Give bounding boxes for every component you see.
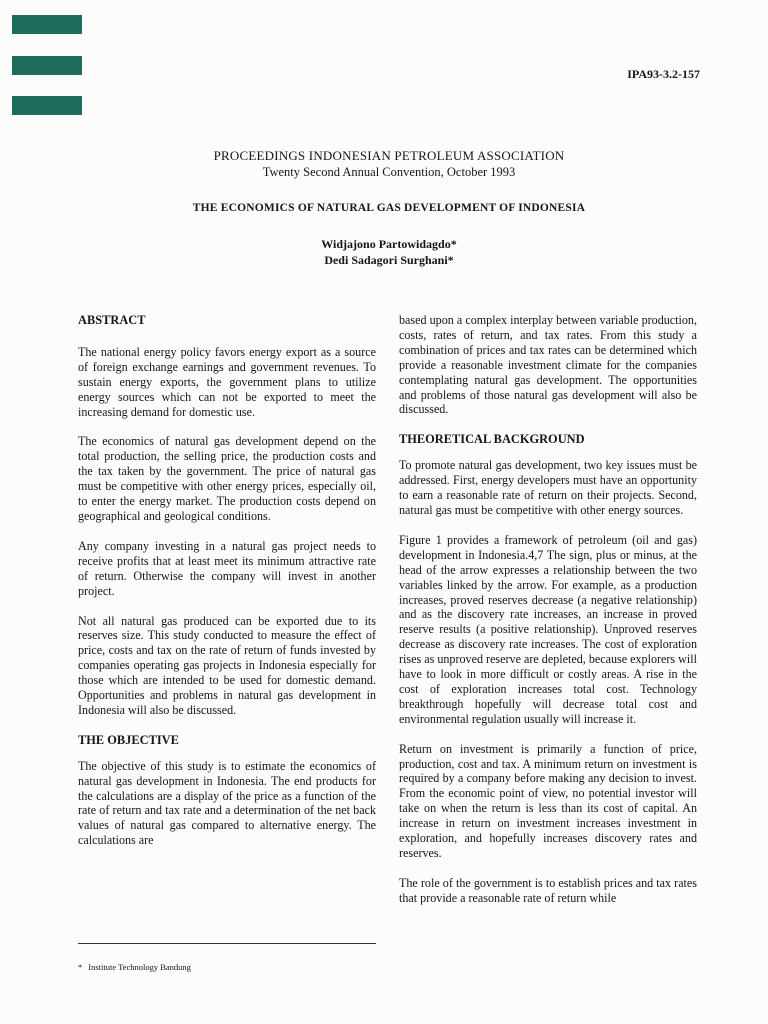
paper-id: IPA93-3.2-157: [627, 67, 700, 81]
theory-paragraph: Figure 1 provides a framework of petroleum (oil and gas) development in Indonesia.4,7 The sign, plus or minus, at the head of the arrow expresses a relationship between the two variables linked by the arrow. For example, as a production increases, proved reserves decrease (a negative relationship) and as the discovery rate increases, an increase in proved reserve results (a positive relationship). Unproved reserves decrease as discovery rate increases. The cost of exploration rises as unproved reserve are depleted, because explorers will have to look in more difficult or costly areas. A rise in the cost of exploration increases total cost. Technology breakthrough hopefully will decrease total cost and environmental regulation usually will increase it.: [399, 532, 697, 726]
footnote: [78, 962, 191, 972]
logo-bar-top: [12, 15, 82, 34]
author-list: [100, 236, 678, 268]
abstract-paragraph: The economics of natural gas development depend on the total production, the selling price, the production costs and the tax taken by the government. The price of natural gas must be competitive with other energy prices, especially oil, to enter the energy market. The production costs depend on geographical and geological conditions.: [78, 434, 376, 523]
continued-paragraph: based upon a complex interplay between variable production, costs, rates of return, and tax rates. From this study a combination of prices and tax rates can be determined which provide a reasonable investment climate for the companies contemplating natural gas development. The opportunities and problems of those natural gas development will also be discussed.: [399, 313, 697, 417]
logo-bar-middle: [12, 56, 82, 75]
theory-paragraph: To promote natural gas development, two key issues must be addressed. First, energy developers must have an opportunity to earn a reasonable rate of return on their projects. Second, natural gas must be competitive with other energy sources.: [399, 458, 697, 517]
objective-paragraph: The objective of this study is to estimate the economics of natural gas development in Indonesia. The end products for the calculations are a display of the price as a function of the rate of return and tax rate and a determination of the net back values of natural gas compared to alternative energy. The calculations are: [78, 758, 376, 848]
abstract-heading: ABSTRACT: [78, 313, 146, 327]
convention-info: Twenty Second Annual Convention, October 1993: [262, 165, 516, 179]
logo-bar-bottom: [12, 96, 82, 115]
footnote-mark: *: [78, 962, 83, 972]
abstract-paragraph: Any company investing in a natural gas project needs to receive profits that at least meet its minimum attractive rate of return. Otherwise the company will invest in another project.: [78, 538, 376, 598]
objective-heading: THE OBJECTIVE: [78, 732, 179, 747]
theory-paragraph: The role of the government is to establish prices and tax rates that provide a reasonable rate of return while: [399, 875, 697, 905]
right-column: [399, 313, 697, 921]
abstract-paragraph: The national energy policy favors energy export as a source of foreign exchange earnings and government revenues. To sustain energy exports, the government plans to utilize energy sources which can not be exported to meet the increasing demand for domestic use.: [78, 344, 376, 419]
author-1: Widjajono Partowidagdo*: [321, 237, 457, 251]
paper-title: THE ECONOMICS OF NATURAL GAS DEVELOPMENT OF INDONESIA: [192, 202, 586, 214]
left-column: [78, 313, 376, 863]
footnote-divider: [78, 943, 376, 944]
footnote-text: Institute Technology Bandung: [88, 962, 191, 972]
abstract-paragraph: Not all natural gas produced can be exported due to its reserves size. This study conducted to measure the effect of price, costs and tax on the rate of return of funds invested by companies operating gas projects in Indonesia especially for those which are intended to be used for domestic demand. Opportunities and problems in natural gas development in Indonesia will also be discussed.: [78, 613, 376, 717]
author-2: Dedi Sadagori Surghani*: [324, 253, 454, 267]
theory-paragraph: Return on investment is primarily a function of price, production, cost and tax. A minimum return on investment is required by a company before making any decision to invest. From the economic point of view, no potential investor will take on when the return is less than its cost of capital. An increase in return on investment increases investment in exploration, and hopefully increases discovery rates and reserves.: [399, 741, 697, 860]
theory-heading: THEORETICAL BACKGROUND: [399, 432, 585, 447]
organization-name: PROCEEDINGS INDONESIAN PETROLEUM ASSOCIATION: [213, 148, 565, 163]
paper-header: [100, 147, 678, 268]
